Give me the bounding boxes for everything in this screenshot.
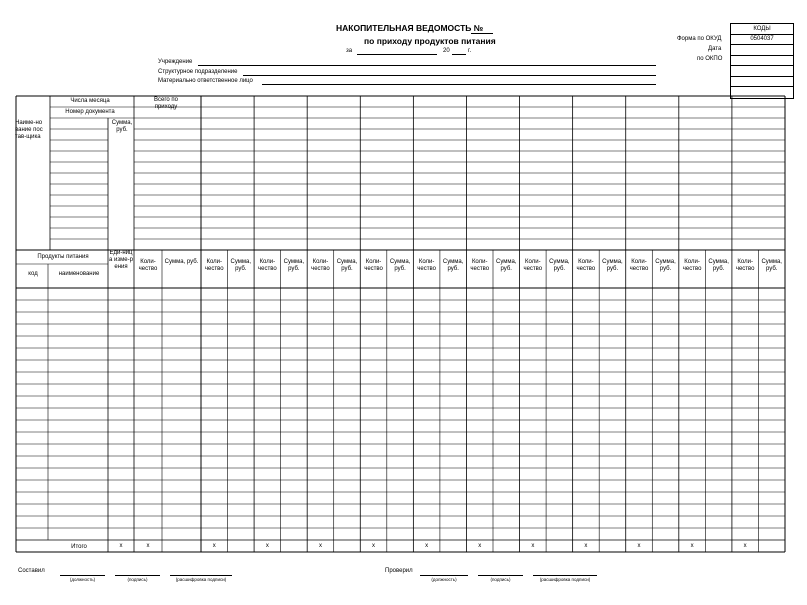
sum-header: Сумма, руб. <box>442 259 464 272</box>
sum-header: Сумма, руб. <box>549 259 570 272</box>
sum-header-total: Сумма, руб. <box>164 259 199 265</box>
qty-header: Коли-чество <box>258 259 277 272</box>
code-label: код <box>28 271 38 277</box>
year-suffix: г. <box>468 48 472 54</box>
checked-signature-caption: (подпись) <box>490 577 511 582</box>
qty-header: Коли-чество <box>470 259 490 272</box>
sum-header: Сумма, руб. <box>496 259 517 272</box>
name-label: наименование <box>58 271 100 277</box>
qty-x-mark: х <box>425 543 429 549</box>
qty-header: Коли-чество <box>629 259 649 272</box>
codes-header: КОДЫ <box>731 24 794 35</box>
sum-header: Сумма, руб. <box>283 259 305 272</box>
qty-header: Коли-чество <box>735 259 755 272</box>
qty-header: Коли-чество <box>311 259 330 272</box>
checked-position-caption: (должность) <box>431 577 457 582</box>
qty-x-mark: х <box>265 543 269 549</box>
qty-header: Коли-чество <box>682 259 702 272</box>
qty-header: Коли-чество <box>364 259 383 272</box>
qty-x-mark: х <box>318 543 322 549</box>
checked-decoding-caption: (расшифровка подписи) <box>539 577 591 582</box>
year-prefix: 20 <box>443 48 450 54</box>
period-prefix: за <box>346 48 353 54</box>
qty-x-mark: х <box>531 543 535 549</box>
compiled-decoding-caption: (расшифровка подписи) <box>175 577 227 582</box>
okud-label: Форма по ОКУД <box>677 36 722 42</box>
institution-label: Учреждение <box>158 59 193 65</box>
supplier-sum-label: Сумма, руб. <box>111 120 133 133</box>
okud-value: 0504037 <box>731 34 794 45</box>
qty-header-total: Коли-чество <box>138 259 158 272</box>
qty-header: Коли-чество <box>576 259 596 272</box>
unit-x-mark: х <box>119 543 123 549</box>
doc-number-label: Номер документа <box>65 109 115 115</box>
qty-x-mark: х <box>584 543 588 549</box>
compiled-label: Составил <box>18 568 45 574</box>
date-label: Дата <box>708 46 722 52</box>
products-label: Продукты питания <box>37 254 89 260</box>
responsible-label: Материально ответственное лицо <box>158 78 253 84</box>
compiled-signature-caption: (подпись) <box>127 577 148 582</box>
qty-header: Коли-чество <box>204 259 224 272</box>
sum-header: Сумма, руб. <box>336 259 358 272</box>
qty-x-mark: х <box>743 543 747 549</box>
month-days-label: Числа месяца <box>70 98 110 104</box>
unit-label: Еди-ница изме-рения <box>109 250 133 270</box>
sum-header: Сумма, руб. <box>602 259 623 272</box>
qty-x-mark: х <box>690 543 694 549</box>
sum-header: Сумма, руб. <box>389 259 411 272</box>
sum-header: Сумма, руб. <box>761 259 782 272</box>
sum-header: Сумма, руб. <box>230 259 252 272</box>
total-label: Итого <box>71 544 87 550</box>
form-subtitle: по приходу продуктов питания <box>364 36 496 46</box>
qty-x-mark: х <box>478 543 482 549</box>
total-received-label: Всего по приходу <box>154 97 178 110</box>
department-label: Структурное подразделение <box>158 69 238 75</box>
qty-header: Коли-чество <box>417 259 436 272</box>
total-qty-x-mark: х <box>146 543 150 549</box>
sum-header: Сумма, руб. <box>708 259 729 272</box>
compiled-position-caption: (должность) <box>69 577 96 582</box>
checked-label: Проверил <box>385 568 413 574</box>
qty-x-mark: х <box>637 543 641 549</box>
supplier-name-label: Наиме-нование постав-щика <box>15 120 43 140</box>
sum-header: Сумма, руб. <box>655 259 676 272</box>
qty-x-mark: х <box>212 543 216 549</box>
qty-x-mark: х <box>372 543 376 549</box>
qty-header: Коли-чество <box>523 259 543 272</box>
okpo-label: по ОКПО <box>697 56 723 62</box>
form-title: НАКОПИТЕЛЬНАЯ ВЕДОМОСТЬ № <box>336 23 484 33</box>
